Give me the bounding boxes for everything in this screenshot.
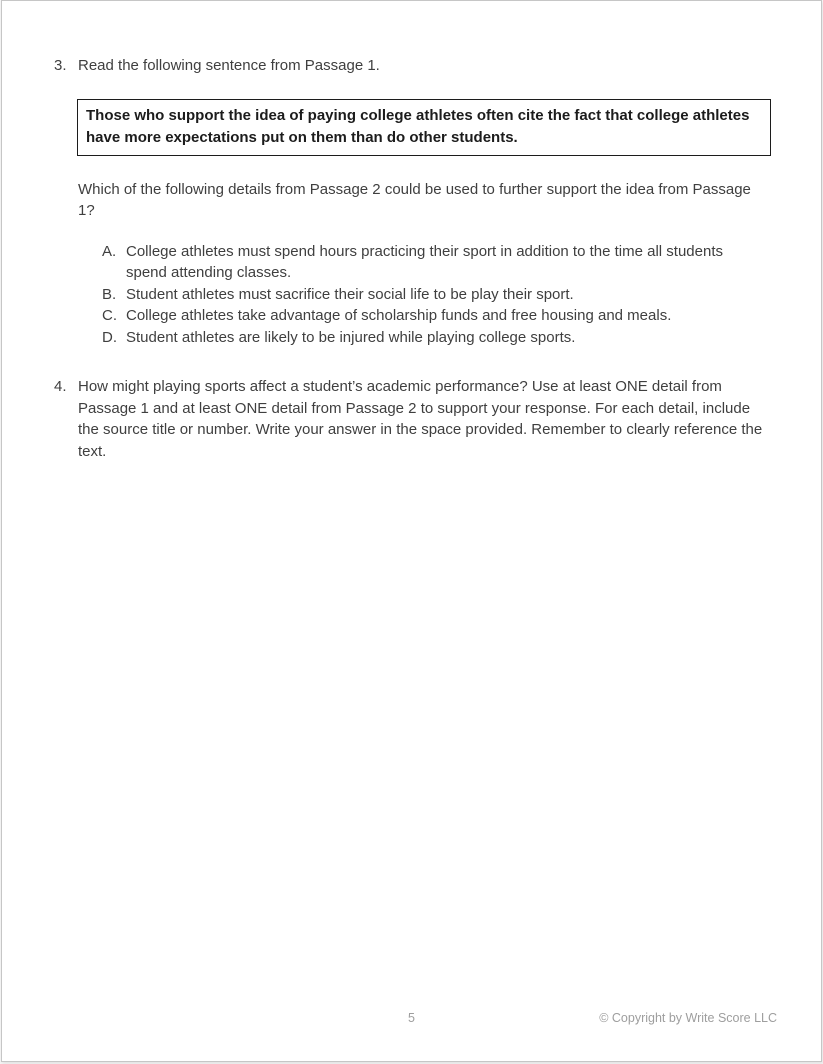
question-3-number: 3.	[54, 57, 67, 74]
option-a-text: College athletes must spend hours practicing their sport in addition to the time all students spend attending classes.	[126, 242, 723, 281]
option-d	[102, 327, 771, 349]
question-4-prompt: How might playing sports affect a student’s academic performance? Use at least ONE detail from Passage 1 and at least ONE detail from Passage 2 to support your response. For each detail, include the source title or number. Write your answer in the space provided. Remember to clearly reference the text.	[78, 378, 763, 460]
question-3	[54, 55, 771, 77]
page-footer	[2, 1011, 821, 1027]
quote-text: Those who support the idea of paying college athletes often cite the fact that college athletes have more expectations put on them than do other students.	[86, 106, 750, 146]
option-d-text: Student athletes are likely to be injured while playing college sports.	[126, 328, 576, 346]
question-4-number: 4.	[54, 378, 67, 395]
option-c-text: College athletes take advantage of scholarship funds and free housing and meals.	[126, 307, 672, 324]
quote-box	[77, 99, 771, 156]
question-3-stem: Which of the following details from Passage 2 could be used to further support the idea from Passage 1?	[78, 180, 751, 219]
answer-space	[54, 462, 771, 982]
option-c-letter: C.	[102, 307, 117, 324]
option-a	[102, 241, 771, 284]
answer-options	[102, 241, 771, 349]
option-b-text: Student athletes must sacrifice their social life to be play their sport.	[126, 285, 574, 303]
option-d-letter: D.	[102, 328, 117, 346]
option-b	[102, 284, 771, 306]
option-a-letter: A.	[102, 242, 117, 260]
document-page	[1, 0, 822, 1062]
question-4	[54, 376, 771, 462]
page-number: 5	[408, 1011, 415, 1025]
copyright-text: © Copyright by Write Score LLC	[599, 1011, 777, 1025]
question-3-prompt: Read the following sentence from Passage 1.	[78, 57, 380, 74]
option-b-letter: B.	[102, 285, 117, 303]
option-c	[102, 305, 771, 327]
page-content	[2, 1, 821, 982]
